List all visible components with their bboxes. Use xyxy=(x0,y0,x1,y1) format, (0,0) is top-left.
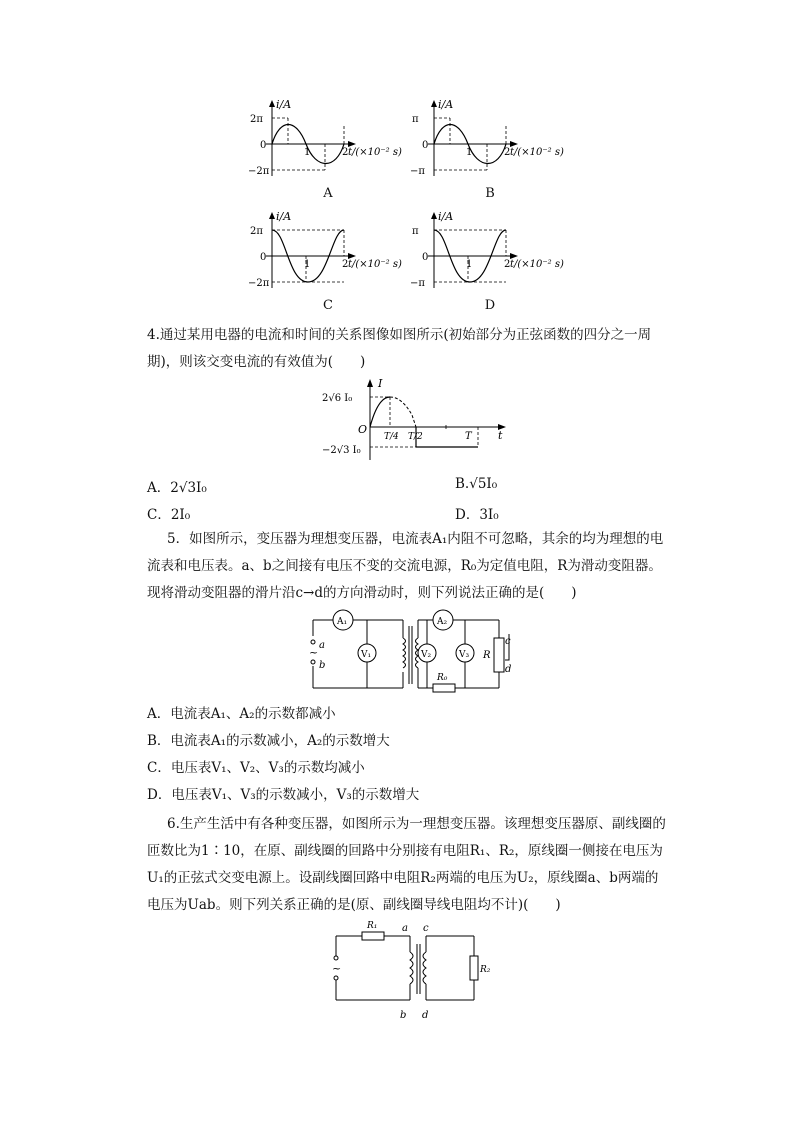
q5-label-r: R xyxy=(483,650,491,661)
q4-graph xyxy=(320,375,510,469)
q5-label-b: b xyxy=(319,660,326,671)
q3-tick2: 2 xyxy=(504,147,511,158)
q5-label-v1: V₁ xyxy=(361,650,372,660)
q3-tick2: 2 xyxy=(342,147,349,158)
q3-origin: 0 xyxy=(260,252,267,263)
q4-option-d: D．3I₀ xyxy=(455,507,499,523)
q4-option-a: A．2√3I₀ xyxy=(147,480,207,496)
q3-ytop: π xyxy=(412,226,419,237)
q4-option-c: C．2I₀ xyxy=(147,507,191,523)
q3-ylabel: i/A xyxy=(438,210,454,223)
q4-t-full: T xyxy=(465,431,472,442)
q5-label-a2: A₂ xyxy=(437,617,448,627)
svg-text:~: ~ xyxy=(309,646,319,659)
q6-label-b: b xyxy=(400,1010,407,1021)
q5-label-r0: R₀ xyxy=(437,673,448,683)
q3-graph-b xyxy=(410,96,564,180)
q3-ybottom: −π xyxy=(410,278,425,289)
q6-label-a: a xyxy=(402,923,408,934)
q5-label-c: c xyxy=(505,636,511,647)
q4-t-quarter: T/4 xyxy=(384,432,399,442)
q6-stem: 6.生产生活中有各种变压器，如图所示为一理想变压器。该理想变压器原、副线圈的匝数比为1∶10，在原、副线圈的回路中分别接有电阻R₁、R₂，原线圈一侧接在电压为U₁的正弦式交变电源上。设副线圈回路中电阻R₂两端的电压为U₂，原线圈a、b两端的电压为Uab。则下列关系正确的是(原、副线圈导线电阻均不计)( ) xyxy=(147,816,666,913)
q3-tick1: 1 xyxy=(304,147,311,158)
q3-caption-a: A xyxy=(323,186,333,201)
q5-option-b: B．电流表A₁的示数减小，A₂的示数增大 xyxy=(147,733,390,749)
q3-ylabel: i/A xyxy=(438,98,454,111)
q3-ybottom: −π xyxy=(410,166,425,177)
q3-ytop: π xyxy=(412,114,419,125)
q6-label-r1: R₁ xyxy=(367,921,378,931)
q4-origin: O xyxy=(358,423,368,436)
q6-label-d: d xyxy=(422,1010,429,1021)
q6-circuit xyxy=(322,918,492,1027)
q4-ybottom: −2√3 I₀ xyxy=(322,445,361,456)
q3-ybottom: −2π xyxy=(248,278,270,289)
q3-caption-d: D xyxy=(484,298,496,313)
q4-t-half: T/2 xyxy=(408,432,423,442)
q5-option-d: D．电压表V₁、V₃的示数减小，V₃的示数增大 xyxy=(147,787,420,803)
q4-ytop: 2√6 I₀ xyxy=(322,393,353,404)
q6-label-r2: R₂ xyxy=(480,965,491,975)
q4-ylabel: I xyxy=(378,377,383,390)
q4-option-b: B.√5I₀ xyxy=(455,476,498,492)
q5-circuit xyxy=(305,606,525,700)
q3-tick1: 1 xyxy=(466,259,473,270)
q5-stem: 5．如图所示，变压器为理想变压器，电流表A₁内阻不可忽略，其余的均为理想的电流表和电压表。a、b之间接有电压不变的交流电源，R₀为定值电阻，R为滑动变阻器。现将滑动变阻器的滑片沿c→d的方向滑动时，则下列说法正确的是( ) xyxy=(147,531,664,601)
q5-label-v2: V₂ xyxy=(421,650,432,660)
q3-tick2: 2 xyxy=(342,259,349,270)
q3-tick1: 1 xyxy=(304,259,311,270)
svg-text:~: ~ xyxy=(332,962,342,975)
q3-xlabel: t/(×10⁻² s) xyxy=(510,259,564,270)
q4-stem: 4.通过某用电器的电流和时间的关系图像如图所示(初始部分为正弦函数的四分之一周期)，则该交变电流的有效值为( ) xyxy=(147,327,652,370)
q3-caption-c: C xyxy=(323,298,333,313)
q3-xlabel: t/(×10⁻² s) xyxy=(510,147,564,158)
q5-option-c: C．电压表V₁、V₂、V₃的示数均减小 xyxy=(147,760,365,776)
q3-ylabel: i/A xyxy=(276,98,292,111)
q5-label-a1: A₁ xyxy=(337,617,348,627)
q3-tick2: 2 xyxy=(504,259,511,270)
q3-caption-b: B xyxy=(485,186,495,201)
q3-origin: 0 xyxy=(260,140,267,151)
q3-graph-c xyxy=(248,208,402,292)
q6-label-c: c xyxy=(423,923,429,934)
q3-graph-a xyxy=(248,96,402,180)
q3-ylabel: i/A xyxy=(276,210,292,223)
q3-ytop: 2π xyxy=(250,226,263,237)
q5-label-a: a xyxy=(319,640,325,651)
q3-graph-d xyxy=(410,208,564,292)
q3-origin: 0 xyxy=(422,140,429,151)
q3-origin: 0 xyxy=(422,252,429,263)
q5-label-d: d xyxy=(505,664,512,675)
q5-label-v3: V₃ xyxy=(459,650,470,660)
q3-xlabel: t/(×10⁻² s) xyxy=(348,259,402,270)
q3-xlabel: t/(×10⁻² s) xyxy=(348,147,402,158)
q3-ytop: 2π xyxy=(250,114,263,125)
q3-tick1: 1 xyxy=(466,147,473,158)
q5-option-a: A．电流表A₁、A₂的示数都减小 xyxy=(147,706,336,722)
q4-xlabel: t xyxy=(498,429,503,442)
q3-ybottom: −2π xyxy=(248,166,270,177)
